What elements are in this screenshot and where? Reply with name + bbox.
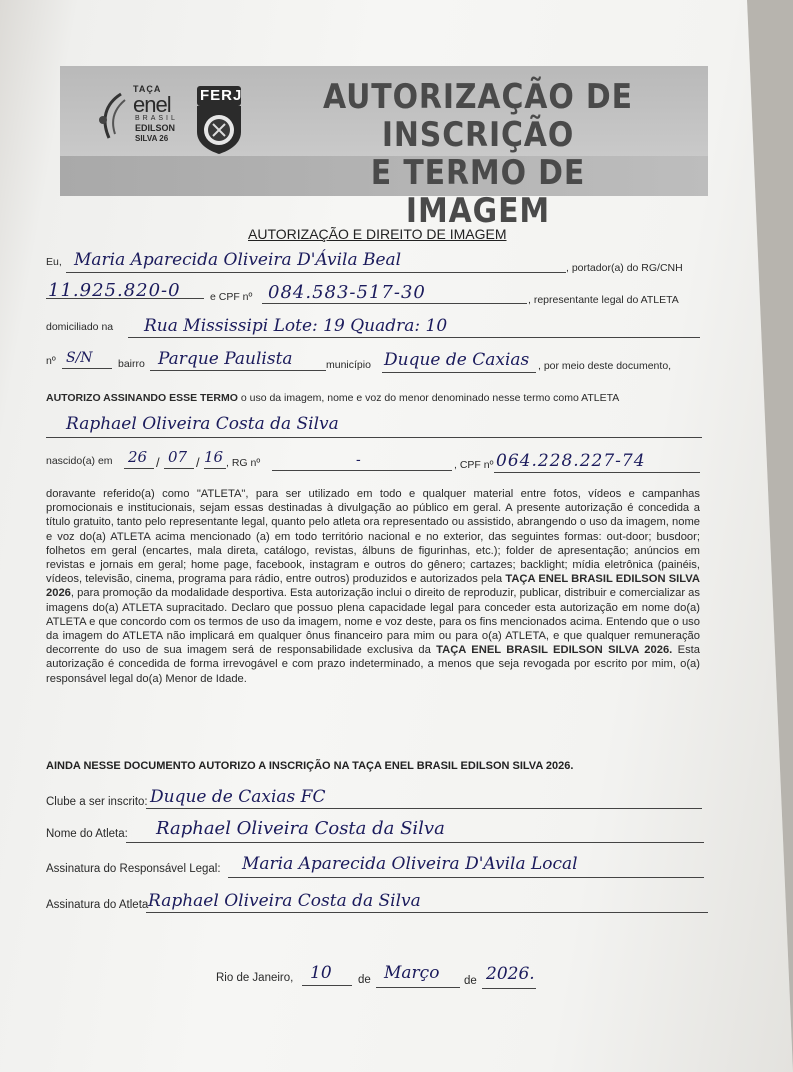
nasc-dia: 26 xyxy=(128,448,148,466)
bairro-label: bairro xyxy=(118,358,145,370)
logo-silva-text: SILVA 26 xyxy=(135,134,169,143)
logo-brasil-text: BRASIL xyxy=(135,115,178,122)
rg2-value: - xyxy=(356,452,361,468)
inscricao-heading: AINDA NESSE DOCUMENTO AUTORIZO A INSCRIÇÃO NA TAÇA ENEL BRASIL EDILSON SILVA 2026. xyxy=(46,760,574,772)
logo-enel-text: enel xyxy=(133,92,171,117)
terms-bold-1: TAÇA ENEL BRASIL EDILSON SILVA 2026 xyxy=(46,573,701,600)
cpf2-label: , CPF nº xyxy=(454,459,494,471)
bairro-line xyxy=(150,370,326,371)
cpf-label: e CPF nº xyxy=(210,291,253,303)
date-year: 2026. xyxy=(486,964,535,984)
atleta-line xyxy=(46,437,702,438)
nasc-sep1: / xyxy=(156,455,160,470)
clube-label: Clube a ser inscrito: xyxy=(46,796,148,808)
domicilio-value: Rua Mississipi Lote: 19 Quadra: 10 xyxy=(144,316,448,336)
portador-label: , portador(a) do RG/CNH xyxy=(566,262,683,274)
atleta-signature-label: Assinatura do Atleta xyxy=(46,899,149,911)
nasc-dia-line xyxy=(124,468,154,469)
domicilio-label: domiciliado na xyxy=(46,321,114,333)
logo-taca-text: TAÇA xyxy=(133,84,162,94)
terms-part-3: Esta autorização é concedida de forma irrevogável e com prazo indeterminado, a menos que seja revogada por escrito por mim, o(a) responsável legal do(a) Menor de Idade. xyxy=(46,644,701,685)
responsavel-line xyxy=(228,877,704,878)
nome-atleta-label: Nome do Atleta: xyxy=(46,828,128,840)
ferj-logo-text: FERJ xyxy=(200,87,243,104)
representante-label: , representante legal do ATLETA xyxy=(528,294,679,306)
title-line-1: AUTORIZAÇÃO DE INSCRIÇÃO xyxy=(323,77,633,155)
nome-atleta-line xyxy=(126,842,704,843)
date-day: 10 xyxy=(310,963,332,983)
nasc-mes-line xyxy=(164,468,194,469)
terms-part-2: , para promoção da modalidade desportiva. Esta autorização inclui o direito de reproduzir, publicar, distribuir e comercializar as imagens do(a) ATLETA supracitado. Declaro que possuo plena capacidade legal para conceder esta autorização em nome do(a) ATLETA e que concordo com os termos de uso da imagem, nome e voz deste, para os fins mencionados acima. Entendo que o uso da imagem do ATLETA não implicará em qualquer ônus financeiro para mim ou para o(a) ATLETA, e que qualquer remuneração decorrente do uso de sua imagem será de responsabilidade exclusiva da xyxy=(46,587,700,657)
responsavel-label: Assinatura do Responsável Legal: xyxy=(46,863,221,875)
date-day-line xyxy=(302,985,352,986)
numero-label: nº xyxy=(46,355,56,367)
section-subtitle: AUTORIZAÇÃO E DIREITO DE IMAGEM xyxy=(248,226,507,242)
rg-value: 11.925.820-0 xyxy=(48,280,181,301)
rg2-label: , RG nº xyxy=(226,457,261,469)
cpf2-line xyxy=(494,472,700,473)
municipio-label: município xyxy=(326,359,371,371)
date-de-2: de xyxy=(464,975,477,987)
atleta-signature: Raphael Oliveira Costa da Silva xyxy=(148,891,421,911)
logo-edilson-text: EDILSON xyxy=(135,123,176,133)
nascido-label: nascido(a) em xyxy=(46,455,113,467)
eu-line xyxy=(66,272,566,273)
nasc-mes: 07 xyxy=(168,448,188,466)
nasc-ano-line xyxy=(204,468,226,469)
cpf2-value: 064.228.227-74 xyxy=(496,451,646,471)
nome-atleta-value: Raphael Oliveira Costa da Silva xyxy=(156,818,445,839)
terms-bold-2: TAÇA ENEL BRASIL EDILSON SILVA 2026. xyxy=(436,644,673,657)
title-line-2: E TERMO DE IMAGEM xyxy=(370,153,586,231)
rg2-line xyxy=(272,470,452,471)
date-year-line xyxy=(482,988,536,989)
autorizo-rest: o uso da imagem, nome e voz do menor denominado nesse termo como ATLETA xyxy=(237,392,620,404)
por-meio-label: , por meio deste documento, xyxy=(538,360,672,372)
nasc-sep2: / xyxy=(196,455,200,470)
eu-label: Eu, xyxy=(46,256,62,268)
cpf-line xyxy=(262,303,527,304)
bairro-value: Parque Paulista xyxy=(158,349,293,369)
nasc-ano: 16 xyxy=(204,448,224,466)
atleta-value: Raphael Oliveira Costa da Silva xyxy=(66,414,339,434)
terms-part-1: doravante referido(a) como "ATLETA", para ser utilizado em todo e qualquer material entre fotos, vídeos e campanhas promocionais e institucionais, sejam essas destinadas à divulgação ao público em geral. A presente autorização é concedida a título gratuito, tanto pelo representante legal, quanto pelo atleta ora representado ou assistido, abrangendo o uso da imagem, nome e voz do(a) ATLETA acima mencionado (a) em todo território nacional e no exterior, das seguintes formas: out-door; busdoor; folhetos em geral (encartes, mala direta, catálogo, revistas, álbuns de figurinhas, etc.); folder de apresentação; anúncios em revistas e jornais em geral; home page, facebook, instagram e outros do gênero; cartazes; backlight; mídia eletrônica (painéis, vídeos, televisão, cinema, programa para rádio, entre outros) produzidos e autorizados pela xyxy=(46,488,700,586)
clube-value: Duque de Caxias FC xyxy=(150,787,326,807)
date-city: Rio de Janeiro, xyxy=(216,972,294,984)
municipio-value: Duque de Caxias xyxy=(384,350,530,370)
terms-paragraph xyxy=(46,487,700,686)
autorizo-statement xyxy=(46,392,619,404)
numero-line xyxy=(62,368,112,369)
eu-value: Maria Aparecida Oliveira D'Ávila Beal xyxy=(74,250,402,270)
date-month: Março xyxy=(384,963,440,983)
domicilio-line xyxy=(128,337,700,338)
numero-value: S/N xyxy=(66,350,93,366)
clube-line xyxy=(146,808,702,809)
responsavel-signature: Maria Aparecida Oliveira D'Avila Local xyxy=(242,854,578,874)
date-month-line xyxy=(376,987,460,988)
atleta-signature-line xyxy=(146,912,708,913)
autorizo-bold: AUTORIZO ASSINANDO ESSE TERMO xyxy=(46,392,238,404)
date-de-1: de xyxy=(358,974,371,986)
municipio-line xyxy=(382,372,536,373)
cpf-value: 084.583-517-30 xyxy=(268,282,426,303)
